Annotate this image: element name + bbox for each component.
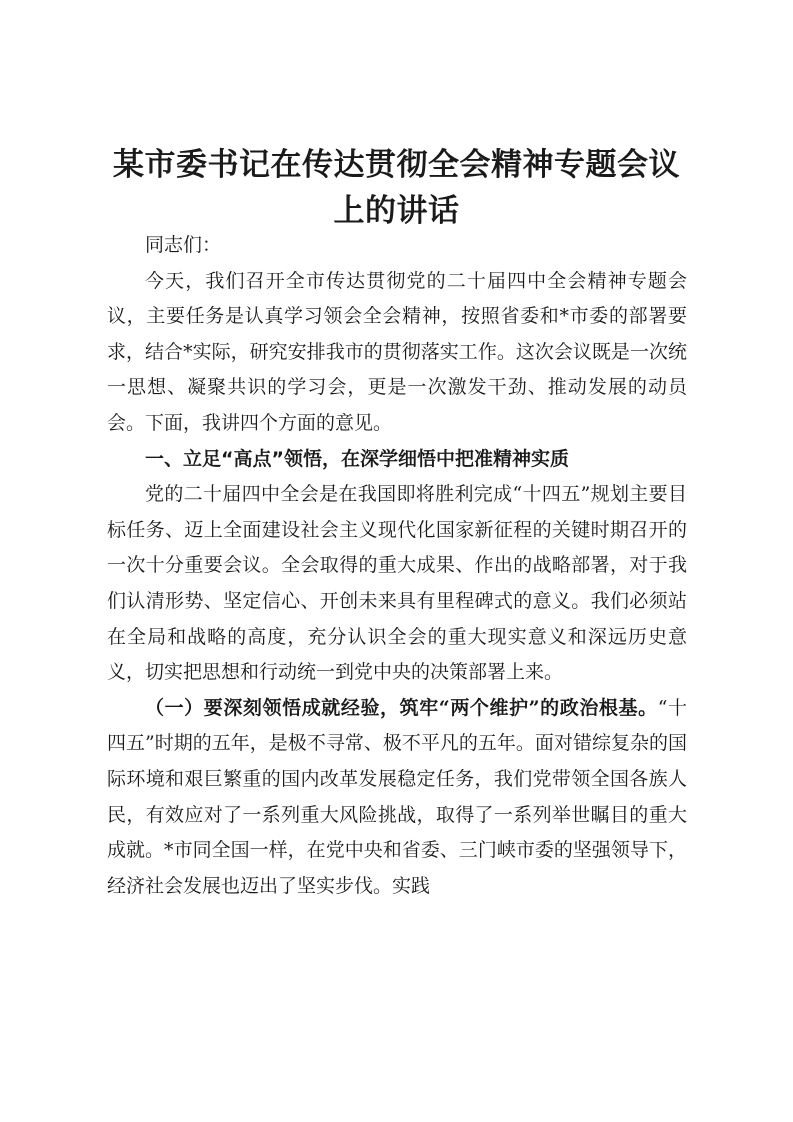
subsection-1-paragraph — [107, 691, 687, 905]
document-title: 某市委书记在传达贯彻全会精神专题会议上的讲话 — [113, 147, 680, 229]
subsection-1-heading: （一）要深刻领悟成就经验，筑牢“两个维护”的政治根基。 — [145, 696, 658, 719]
intro-paragraph: 今天，我们召开全市传达贯彻党的二十届四中全会精神专题会议，主要任务是认真学习领会全会精神，按照省委和*市委的部署要求，结合*实际，研究安排我市的贯彻落实工作。这次会议既是一次统一思想、凝聚共识的学习会，更是一次激发干劲、推动发展的动员会。下面，我讲四个方面的意见。 — [107, 269, 687, 434]
document-body — [107, 228, 687, 904]
section-1-heading: 一、立足“高点”领悟，在深学细悟中把准精神实质 — [145, 447, 569, 470]
subsection-1-text: “十四五”时期的五年，是极不寻常、极不平凡的五年。面对错综复杂的国际环境和艰巨繁重的国内改革发展稳定任务，我们党带领全国各族人民，有效应对了一系列重大风险挑战，取得了一系列举世瞩目的重大成就。*市同全国一样，在党中央和省委、三门峡市委的坚强领导下，经济社会发展也迈出了坚实步伐。实践 — [107, 696, 688, 897]
section-1-paragraph: 党的二十届四中全会是在我国即将胜利完成“十四五”规划主要目标任务、迈上全面建设社会主义现代化国家新征程的关键时期召开的一次十分重要会议。全会取得的重大成果、作出的战略部署，对于我们认清形势、坚定信心、开创未来具有里程碑式的意义。我们必须站在全局和战略的高度，充分认识全会的重大现实意义和深远历史意义，切实把思想和行动统一到党中央的决策部署上来。 — [107, 483, 687, 684]
salutation: 同志们： — [145, 234, 222, 256]
